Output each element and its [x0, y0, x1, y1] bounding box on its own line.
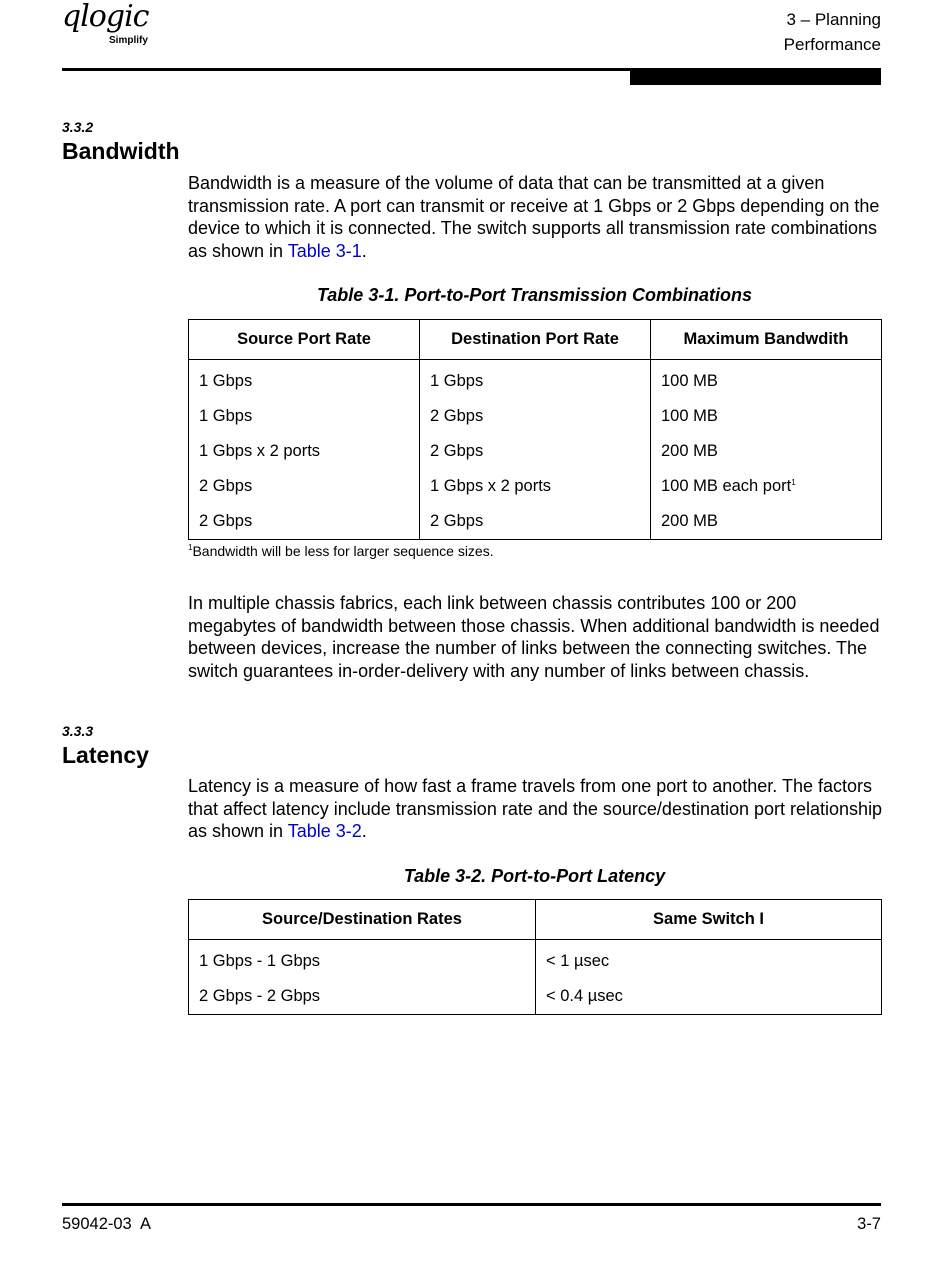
- running-header: [784, 7, 881, 57]
- cell: 2 Gbps: [189, 504, 420, 540]
- cell: 1 Gbps x 2 ports: [420, 469, 651, 504]
- chapter-title: 3 – Planning: [786, 10, 881, 29]
- table-row: [189, 504, 882, 540]
- table-footnote: [188, 543, 494, 559]
- paragraph: [188, 172, 888, 263]
- cell: < 1 µsec: [536, 940, 882, 980]
- cell: 1 Gbps: [189, 399, 420, 434]
- table-row: [189, 434, 882, 469]
- latency-table: [188, 899, 882, 1015]
- text: Bandwidth is a measure of the volume of data that can be transmitted at a given transmission rate. A port can transmit or receive at 1 Gbps or 2 Gbps depending on the device to which it is connected. The switch supports all transmission rate combinations as shown in: [188, 173, 880, 262]
- column-header: Source Port Rate: [189, 320, 420, 360]
- table-header-row: [189, 900, 882, 940]
- section-heading: Bandwidth: [62, 138, 180, 164]
- transmission-table: [188, 319, 882, 540]
- column-header: Same Switch I: [536, 900, 882, 940]
- section-number: 3.3.2: [62, 119, 94, 135]
- table-row: [189, 360, 882, 400]
- page-number: 3-7: [857, 1215, 881, 1233]
- cell: 2 Gbps: [189, 469, 420, 504]
- cell: 100 MB: [651, 399, 882, 434]
- column-header: Destination Port Rate: [420, 320, 651, 360]
- table-caption: Table 3-2. Port-to-Port Latency: [403, 866, 666, 886]
- text: Latency is a measure of how fast a frame travels from one port to another. The factors that affect latency include transmission rate and the source/destination port relationship as shown in: [188, 776, 883, 842]
- footnote-mark: 1: [791, 478, 796, 487]
- table-header-row: [189, 320, 882, 360]
- section-heading: Latency: [62, 742, 149, 768]
- document-number: 59042-03 A: [62, 1215, 151, 1233]
- cell: < 0.4 µsec: [536, 979, 882, 1015]
- cell: 1 Gbps - 1 Gbps: [189, 940, 536, 980]
- cell: 100 MB: [651, 360, 882, 400]
- cell: 2 Gbps - 2 Gbps: [189, 979, 536, 1015]
- logo-tagline: Simplify: [109, 35, 148, 46]
- cell: [651, 469, 882, 504]
- section-number: 3.3.3: [62, 723, 94, 739]
- footnote-mark: 1: [188, 543, 193, 552]
- cell: 1 Gbps: [420, 360, 651, 400]
- paragraph: [188, 775, 888, 843]
- footer-rule: [62, 1203, 881, 1206]
- table-link[interactable]: Table 3-1: [287, 241, 362, 262]
- table-row: [189, 979, 882, 1015]
- cell-text: 100 MB each port: [661, 477, 792, 495]
- cell: 1 Gbps x 2 ports: [189, 434, 420, 469]
- column-header: Maximum Bandwdith: [651, 320, 882, 360]
- table-link[interactable]: Table 3-2: [287, 821, 362, 842]
- paragraph: In multiple chassis fabrics, each link between chassis contributes 100 or 200 megabytes of bandwidth between those chassis. When additional bandwidth is needed between devices, increase the number of links between the connecting switches. The switch guarantees in-order-delivery with any number of links between chassis.: [188, 593, 880, 682]
- cell: 1 Gbps: [189, 360, 420, 400]
- cell: 2 Gbps: [420, 434, 651, 469]
- qlogic-logo: [62, 2, 172, 54]
- text: .: [361, 241, 367, 262]
- table-row: [189, 940, 882, 980]
- cell: 200 MB: [651, 504, 882, 540]
- cell: 2 Gbps: [420, 399, 651, 434]
- logo-wordmark: qlogic: [62, 0, 149, 34]
- table-caption: Table 3-1. Port-to-Port Transmission Combinations: [316, 285, 753, 305]
- table-row: [189, 399, 882, 434]
- section-title: Performance: [783, 35, 881, 54]
- footnote-text: Bandwidth will be less for larger sequence sizes.: [192, 543, 494, 559]
- column-header: Source/Destination Rates: [189, 900, 536, 940]
- header-bar: [630, 69, 881, 85]
- text: .: [361, 821, 367, 842]
- cell: 200 MB: [651, 434, 882, 469]
- cell: 2 Gbps: [420, 504, 651, 540]
- table-row: [189, 469, 882, 504]
